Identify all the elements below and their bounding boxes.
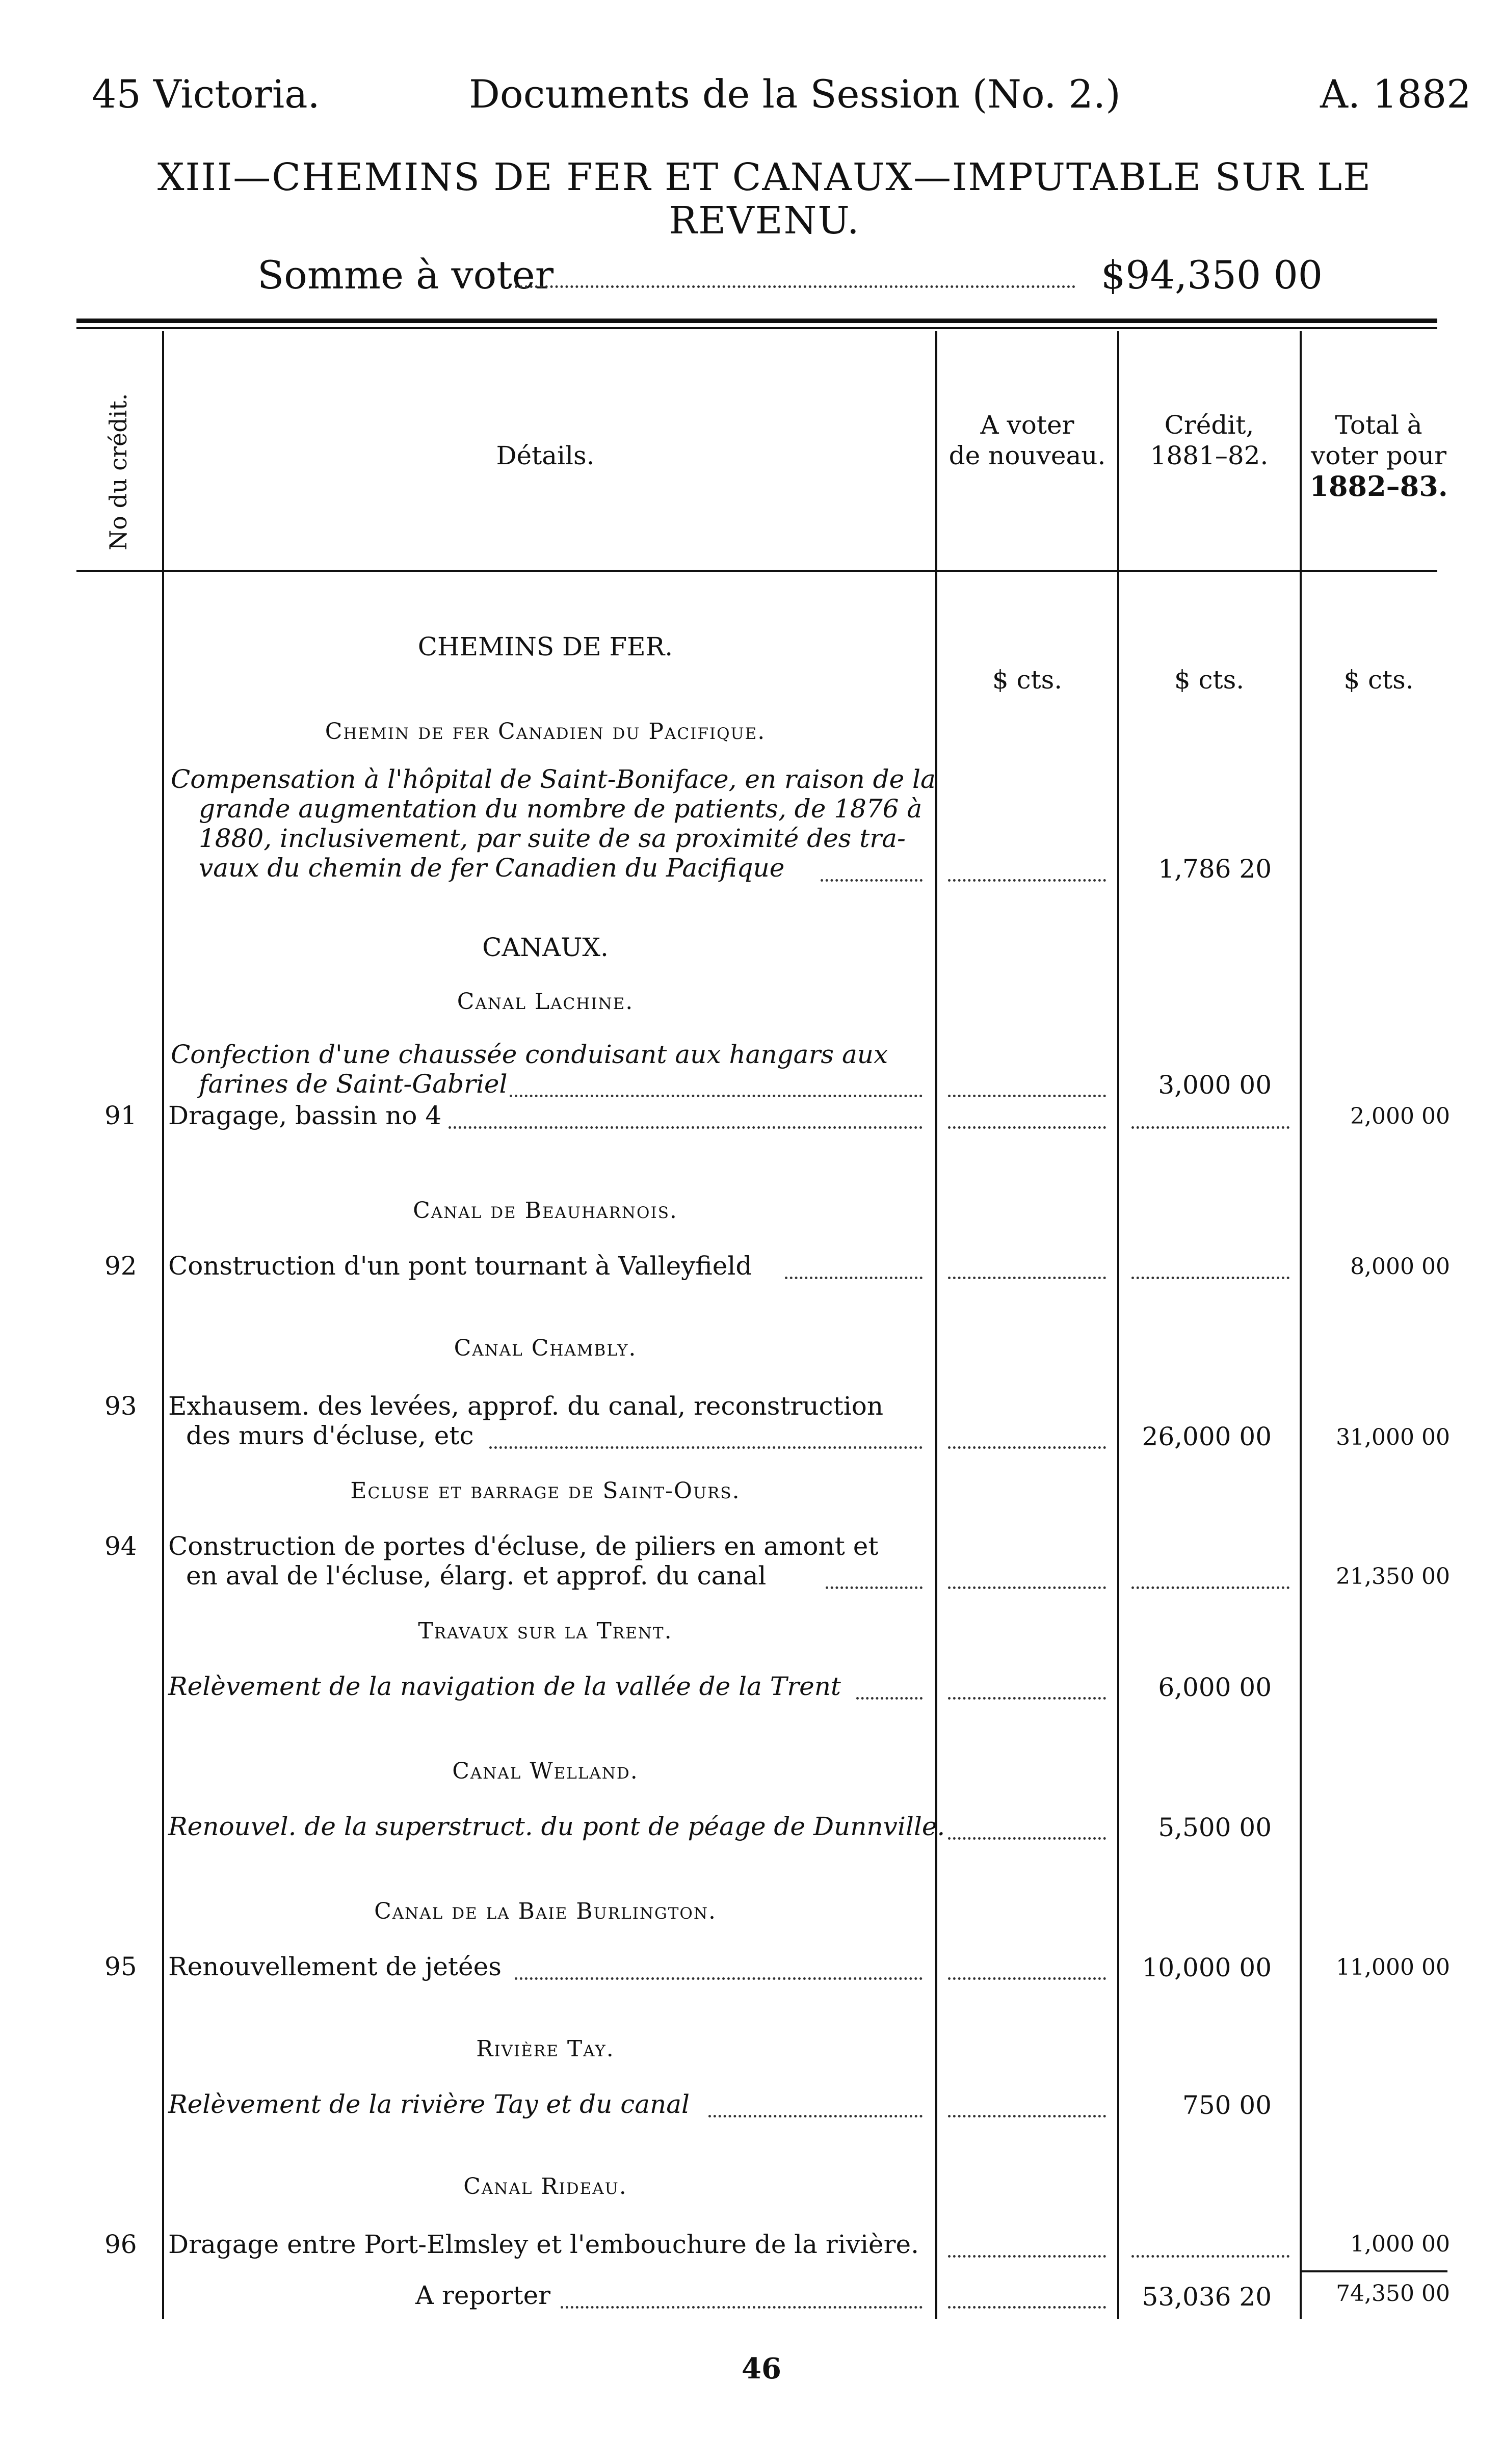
leader-dots (821, 879, 923, 882)
chambly-credit: 26,000 00 (1142, 1422, 1272, 1451)
leader-dots (1131, 1277, 1289, 1279)
credit-number-93: 93 (104, 1391, 137, 1421)
cpr-line-1: Compensation à l'hôpital de Saint-Boniface, en raison de la (171, 764, 936, 794)
burlington-credit: 10,000 00 (1142, 1953, 1272, 1982)
leader-dots (515, 1977, 923, 1980)
column-header-a-voter-2: de nouveau. (948, 441, 1106, 470)
top-rule-thin (76, 327, 1437, 329)
subheading-burlington: Canal de la Baie Burlington. (374, 1898, 717, 1924)
leader-dots (510, 1095, 923, 1097)
credit-number-92: 92 (104, 1251, 137, 1281)
burlington-item-text: Renouvellement de jetées (168, 1952, 502, 1981)
subheading-beauharnois: Canal de Beauharnois. (413, 1198, 678, 1224)
column-rule-3 (1117, 331, 1119, 2319)
cpr-credit-value: 1,786 20 (1158, 854, 1272, 884)
leader-dots (515, 285, 1075, 288)
carry-forward-total: 74,350 00 (1336, 2281, 1450, 2307)
leader-dots (449, 1126, 923, 1129)
leader-dots (1131, 1126, 1289, 1129)
carry-forward-label: A reporter (415, 2281, 551, 2310)
burlington-total: 11,000 00 (1336, 1954, 1450, 1980)
cpr-line-2: grande augmentation du nombre de patients, de 1876 à (199, 794, 923, 824)
unit-label-credit: $ cts. (1174, 665, 1245, 695)
lachine-item-2-text: Dragage, bassin no 4 (168, 1101, 442, 1130)
saint-ours-line-1: Construction de portes d'écluse, de piliers en amont et (168, 1531, 879, 1561)
header-year: A. 1882 (1320, 71, 1471, 117)
sum-rule (1300, 2270, 1447, 2272)
leader-dots (948, 2306, 1106, 2309)
leader-dots (948, 2115, 1106, 2117)
rideau-item-text: Dragage entre Port-Elmsley et l'embouchure de la rivière. (168, 2230, 919, 2259)
subheading-chambly: Canal Chambly. (454, 1335, 637, 1361)
column-rule-2 (935, 331, 937, 2319)
saint-ours-line-2: en aval de l'écluse, élarg. et approf. du canal (186, 1561, 767, 1591)
leader-dots (948, 1277, 1106, 1279)
column-rule-1 (162, 331, 164, 2319)
section-heading-canals: CANAUX. (482, 933, 609, 962)
subheading-cpr: Chemin de fer Canadien du Pacifique. (325, 719, 766, 745)
subheading-saint-ours: Ecluse et barrage de Saint-Ours. (350, 1478, 741, 1504)
somme-value: $94,350 00 (1101, 252, 1323, 298)
tay-item-text: Relèvement de la rivière Tay et du canal (168, 2089, 690, 2119)
leader-dots (948, 1095, 1106, 1097)
leader-dots (948, 1446, 1106, 1449)
page-number: 46 (742, 2352, 781, 2386)
trent-credit: 6,000 00 (1158, 1673, 1272, 1702)
chambly-total: 31,000 00 (1336, 1424, 1450, 1450)
leader-dots (948, 1977, 1106, 1980)
chambly-line-2: des murs d'écluse, etc (186, 1421, 474, 1450)
credit-number-96: 96 (104, 2230, 137, 2259)
subheading-tay: Rivière Tay. (476, 2036, 615, 2062)
trent-item-text: Relèvement de la navigation de la vallée de la Trent (168, 1672, 841, 1701)
leader-dots (948, 2255, 1106, 2258)
credit-number-95: 95 (104, 1952, 137, 1981)
unit-label-a-voter: $ cts. (992, 665, 1063, 695)
saint-ours-total: 21,350 00 (1336, 1564, 1450, 1589)
beauharnois-item-text: Construction d'un pont tournant à Valleyfield (168, 1251, 752, 1281)
column-header-total-2: voter pour (1310, 441, 1447, 470)
carry-forward-credit: 53,036 20 (1142, 2282, 1272, 2312)
leader-dots (785, 1277, 923, 1279)
header-document-title: Documents de la Session (No. 2.) (469, 71, 1121, 117)
column-rule-4 (1300, 331, 1302, 2319)
header-session-year: 45 Victoria. (92, 71, 320, 117)
rideau-total: 1,000 00 (1350, 2231, 1450, 2257)
credit-number-94: 94 (104, 1531, 137, 1561)
column-header-credit-2: 1881–82. (1150, 441, 1269, 470)
section-heading-railways: CHEMINS DE FER. (417, 632, 673, 661)
leader-dots (948, 1837, 1106, 1840)
subheading-lachine: Canal Lachine. (457, 989, 634, 1015)
leader-dots (826, 1586, 923, 1589)
column-header-a-voter-1: A voter (980, 410, 1074, 440)
chambly-line-1: Exhausem. des levées, approf. du canal, reconstruction (168, 1391, 884, 1421)
leader-dots (561, 2306, 923, 2309)
welland-item-text: Renouvel. de la superstruct. du pont de péage de Dunnville. (168, 1812, 945, 1841)
column-header-credit-1: Crédit, (1164, 410, 1254, 440)
leader-dots (708, 2115, 923, 2117)
leader-dots (948, 1586, 1106, 1589)
lachine-item-2-total: 2,000 00 (1350, 1103, 1450, 1129)
page-title-line1: XIII—CHEMINS DE FER ET CANAUX—IMPUTABLE SUR LE (157, 155, 1372, 199)
lachine-item-1-line-1: Confection d'une chaussée conduisant aux hangars aux (171, 1040, 888, 1069)
unit-label-total: $ cts. (1343, 665, 1414, 695)
header-rule (76, 570, 1437, 572)
subheading-trent: Travaux sur la Trent. (418, 1618, 673, 1644)
column-header-no-credit: No du crédit. (104, 393, 132, 550)
subheading-welland: Canal Welland. (452, 1758, 639, 1784)
leader-dots (948, 1697, 1106, 1700)
beauharnois-total: 8,000 00 (1350, 1254, 1450, 1280)
cpr-line-3: 1880, inclusivement, par suite de sa proximité des tra- (199, 824, 906, 853)
leader-dots (489, 1446, 923, 1449)
somme-label: Somme à voter (257, 252, 554, 298)
leader-dots (948, 1126, 1106, 1129)
leader-dots (1131, 1586, 1289, 1589)
column-header-total-1: Total à (1335, 410, 1422, 440)
leader-dots (1131, 2255, 1289, 2258)
column-header-details: Détails. (496, 441, 595, 470)
page-title-line2: REVENU. (669, 199, 860, 243)
credit-number-91: 91 (104, 1101, 137, 1130)
cpr-line-4: vaux du chemin de fer Canadien du Pacifique (199, 853, 785, 883)
lachine-item-1-credit: 3,000 00 (1158, 1070, 1272, 1100)
leader-dots (948, 879, 1106, 882)
tay-credit: 750 00 (1182, 2090, 1272, 2120)
column-header-total-3: 1882–83. (1309, 470, 1448, 502)
welland-credit: 5,500 00 (1158, 1813, 1272, 1842)
top-rule-heavy (76, 319, 1437, 323)
leader-dots (856, 1697, 923, 1700)
lachine-item-1-line-2: farines de Saint-Gabriel (199, 1069, 508, 1099)
subheading-rideau: Canal Rideau. (463, 2174, 627, 2200)
